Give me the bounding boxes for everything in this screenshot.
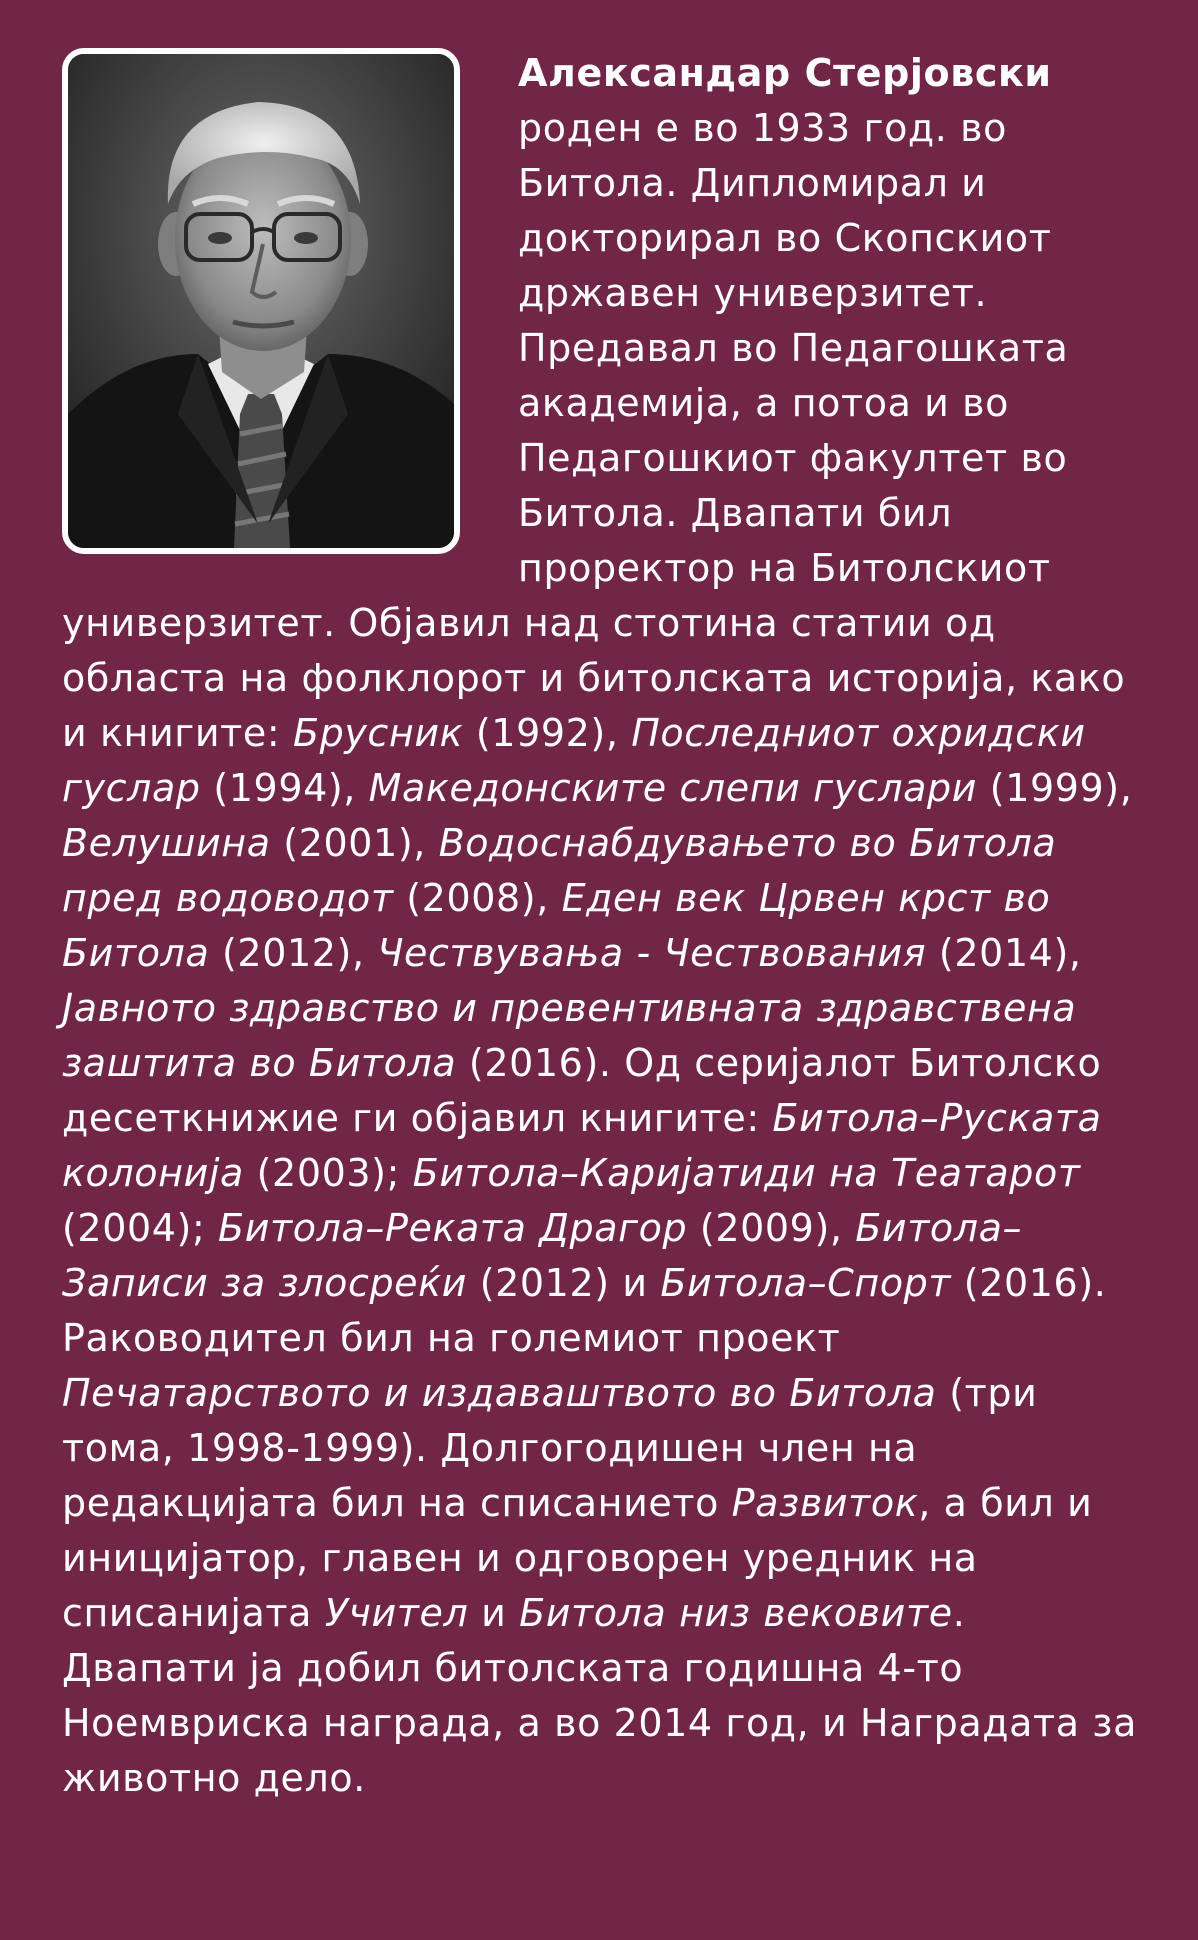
bio-text: (2003); [243,1151,413,1195]
book-title: Битола–Реката Драгор [218,1206,688,1250]
bio-text: , а бил и иницијатор, главен и одговорен уредник на списанијата [62,1481,1093,1635]
bio-text: (2001), [270,821,439,865]
portrait-photo-icon [68,54,454,548]
bio-text: (1999), [977,766,1133,810]
book-title: Брусник [292,711,464,755]
book-title: Водоснабдувањето во Битола пред водоводот [62,821,1057,920]
bio-text: (2012), [209,931,378,975]
bio-text: (2009), [687,1206,856,1250]
book-title: Битола–Записи за злосреќи [62,1206,1023,1305]
bio-text: (2014), [926,931,1082,975]
book-title: Чествувања - Чествования [377,931,927,975]
bio-text: роден е во 1933 год. во Битола. Дипломирал и докторирал во Скопскиот државен универзитет. Предавал во Педагошката академија, а потоа и во Педагошкиот факултет во Битола. Двапати бил проректор на Битолскиот универзитет. Објавил над стотина статии од областа на фолклорот и битолската историја, како и книгите: [62,106,1126,755]
bio-text: . Двапати ја добил битолската годишна 4-то Ноемвриска награда, а во 2014 год, и Наградата за животно дело. [62,1591,1137,1800]
book-title: Битола–Спорт [660,1261,952,1305]
bio-text: (2016). Раководител бил на големиот проект [62,1261,1107,1360]
bio-text: (три тома, 1998-1999). Долгогодишен член на редакцијата бил на списанието [62,1371,1038,1525]
magazine-title: Учител [324,1591,469,1635]
book-title: Велушина [62,821,271,865]
book-title: Јавното здравство и превентивната здравствена заштита во Битола [62,986,1077,1085]
bio-text: (2008), [393,876,562,920]
magazine-title: Развиток [731,1481,919,1525]
bio-text: (2004); [62,1206,219,1250]
book-title: Битола–Руската колонија [62,1096,1102,1195]
book-title: Последниот охридски гуслар [62,711,1086,810]
author-name: Александар Стерјовски [518,51,1052,95]
bio-text: и [468,1591,520,1635]
bio-text: (1992), [463,711,632,755]
bio-text: (1994), [200,766,369,810]
project-title: Печатарството и издаваштвото во Битола [62,1371,937,1415]
book-title: Еден век Црвен крст во Битола [62,876,1051,975]
book-title: Битола–Каријатиди на Театарот [412,1151,1081,1195]
bio-text: (2012) и [467,1261,661,1305]
magazine-title: Битола низ вековите [519,1591,953,1635]
author-photo [62,48,460,554]
bio-text: (2016). Од серијалот Битолско десеткнижие ги објавил книгите: [62,1041,1102,1140]
book-title: Македонските слепи гуслари [368,766,978,810]
